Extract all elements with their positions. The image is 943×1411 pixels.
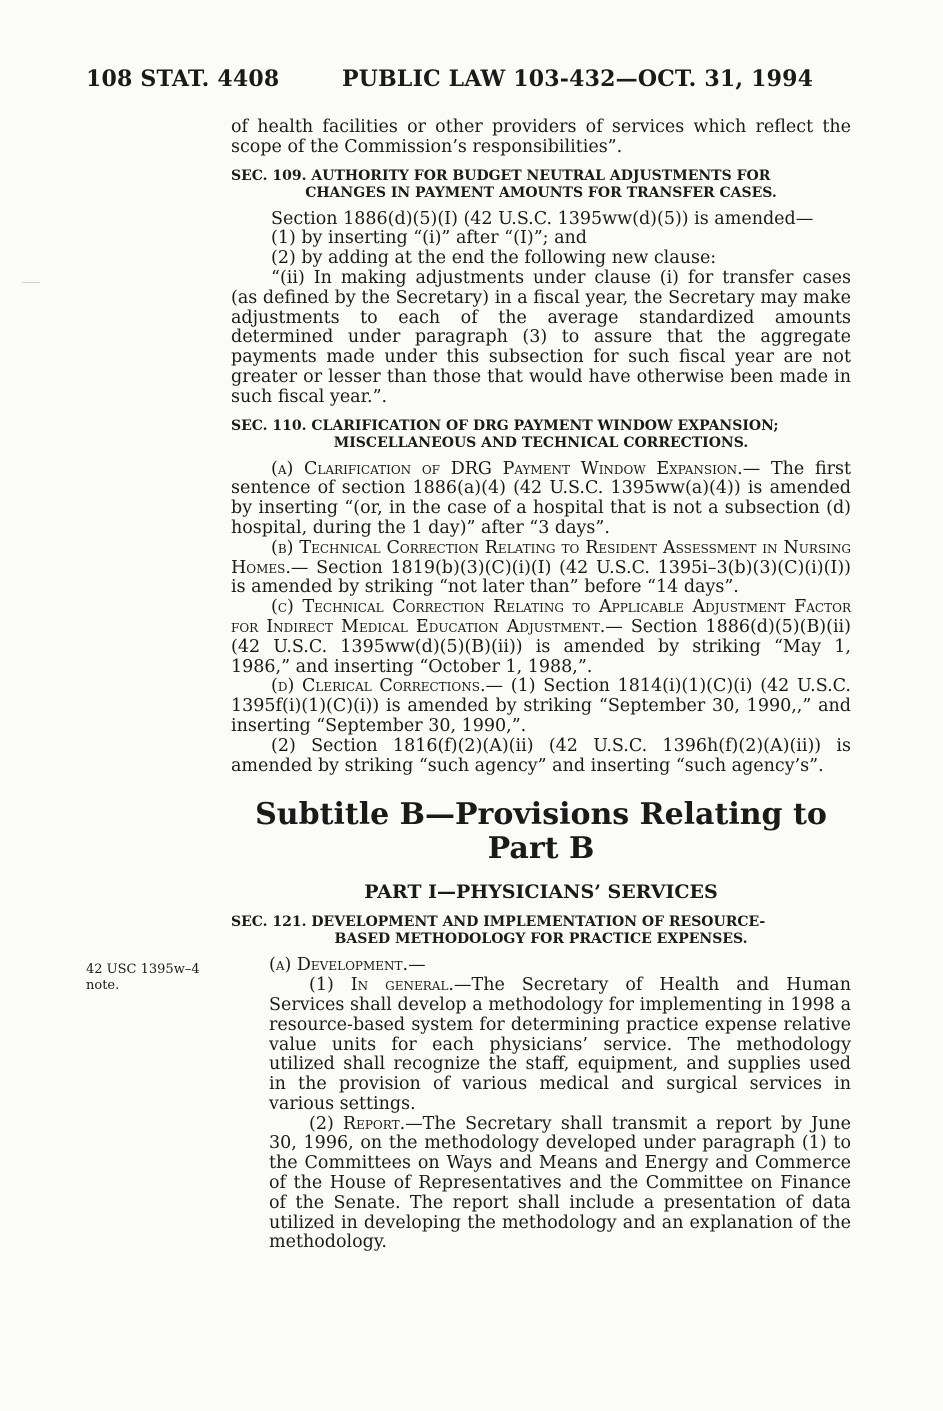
sec-110-a [231, 460, 851, 539]
sec-121-p2 [269, 1115, 851, 1254]
sec-110-b [231, 539, 851, 598]
sec-110-d-label: (d) Clerical Corrections.— [271, 676, 504, 697]
sec-109-para-4: “(ii) In making adjustments under clause (i) for transfer cases (as defined by the Secretary) in a fiscal year, the Secretary may make adjustments to each of the average standardized amounts determined under paragraph (3) to assure that the aggregate payments made under this subsection for such fiscal year are not greater or lesser than those that would have otherwise been made in such fiscal year.”. [231, 267, 851, 407]
sec-121-a-label: (a) Development.— [269, 955, 426, 976]
document-body [231, 118, 851, 1253]
sec-110-heading [231, 418, 851, 452]
sec-110-d2: (2) Section 1816(f)(2)(A)(ii) (42 U.S.C. 1396h(f)(2)(A)(ii)) is amended by striking “such agency” and inserting “such agency’s”. [231, 735, 851, 776]
sec-110-d-text: (1) Section 1814(i)(1)(C)(i) (42 U.S.C. 1395f(i)(1)(C)(i)) is amended by striking “September 30, 1990,,” and inserting “September 30, 1990,”. [231, 676, 851, 736]
sec-121-body [231, 956, 851, 1253]
sec-110-c [231, 598, 851, 677]
sec-110-c-label: (c) Technical Correction Relating to Applicable Adjustment Factor for Indirect Medical Education Adjustment.— [231, 597, 851, 637]
sec-109-para-3: (2) by adding at the end the following new clause: [271, 248, 717, 269]
margin-note-line1: 42 USC 1395w–4 [86, 962, 200, 977]
sec-121-p1 [269, 976, 851, 1115]
sec-121-heading [231, 914, 851, 948]
sec-109-heading-line1: SEC. 109. AUTHORITY FOR BUDGET NEUTRAL ADJUSTMENTS FOR [231, 167, 771, 184]
sec-121-heading-line1: SEC. 121. DEVELOPMENT AND IMPLEMENTATION OF RESOURCE- [231, 914, 766, 931]
sec-110-a-label: (a) Clarification of DRG Payment Window Expansion.— [271, 458, 761, 479]
sec-110-heading-line2: MISCELLANEOUS AND TECHNICAL CORRECTIONS. [333, 434, 749, 451]
sec-110-c-text: Section 1886(d)(5)(B)(ii) (42 U.S.C. 1395ww(d)(5)(B)(ii)) is amended by striking “May 1, 1986,” and inserting “October 1, 1988,”. [231, 616, 851, 677]
margin-note-line2: note. [86, 978, 120, 993]
part-heading: PART I—PHYSICIANS’ SERVICES [364, 881, 718, 904]
sec-110-b-label: (b) Technical Correction Relating to Resident Assessment in Nursing Homes.— [231, 537, 851, 578]
sec-110-heading-line1: SEC. 110. CLARIFICATION OF DRG PAYMENT WINDOW EXPANSION; [231, 417, 779, 434]
page-reference: 108 STAT. 4408 [86, 66, 280, 92]
margin-note [86, 962, 226, 994]
sec-121-p1-text: The Secretary of Health and Human Services shall develop a methodology for implementing in 1998 a resource-based system for determining practice expense relative value units for each physicians’ service. The methodology utilized shall recognize the staff, equipment, and supplies used in the provision of various medical and surgical services in various settings. [269, 975, 852, 1114]
sec-121-p1-label: (1) In general.— [309, 975, 472, 996]
sec-110-a-text: The first sentence of section 1886(a)(4) (42 U.S.C. 1395ww(a)(4)) is amended by inserting “(or, in the case of a hospital that is not a subsection (d) hospital, during the 1 day)” after “3 days”. [231, 458, 851, 538]
sec-121-a [269, 956, 851, 976]
sec-109-para-1: Section 1886(d)(5)(I) (42 U.S.C. 1395ww(d)(5)) is amended— [271, 208, 814, 229]
sec-121-p2-text: The Secretary shall transmit a report by June 30, 1996, on the methodology developed under paragraph (1) to the Committees on Ways and Means and Energy and Commerce of the House of Representatives and the Committee on Finance of the Senate. The report shall include a presentation of data utilized in developing the methodology and an explanation of the methodology. [269, 1113, 851, 1253]
sec-121-p2-label: (2) Report.— [309, 1113, 423, 1134]
scan-mark [22, 282, 40, 283]
sec-109-para-2: (1) by inserting “(i)” after “(I)”; and [271, 228, 587, 249]
sec-109-heading [231, 168, 851, 202]
sec-109-heading-line2: CHANGES IN PAYMENT AMOUNTS FOR TRANSFER CASES. [305, 184, 777, 201]
intro-paragraph: of health facilities or other providers of services which reflect the scope of the Commission’s responsibilities”. [231, 117, 851, 157]
sec-110-b-text: Section 1819(b)(3)(C)(i)(I) (42 U.S.C. 1395i–3(b)(3)(C)(i)(I)) is amended by striking “not later than” before “14 days”. [231, 557, 851, 598]
sec-110-d [231, 677, 851, 736]
sec-121-heading-line2: BASED METHODOLOGY FOR PRACTICE EXPENSES. [334, 931, 748, 948]
subtitle-heading: Subtitle B—Provisions Relating to Part B [255, 797, 827, 867]
public-law-header: PUBLIC LAW 103-432—OCT. 31, 1994 [342, 66, 814, 92]
